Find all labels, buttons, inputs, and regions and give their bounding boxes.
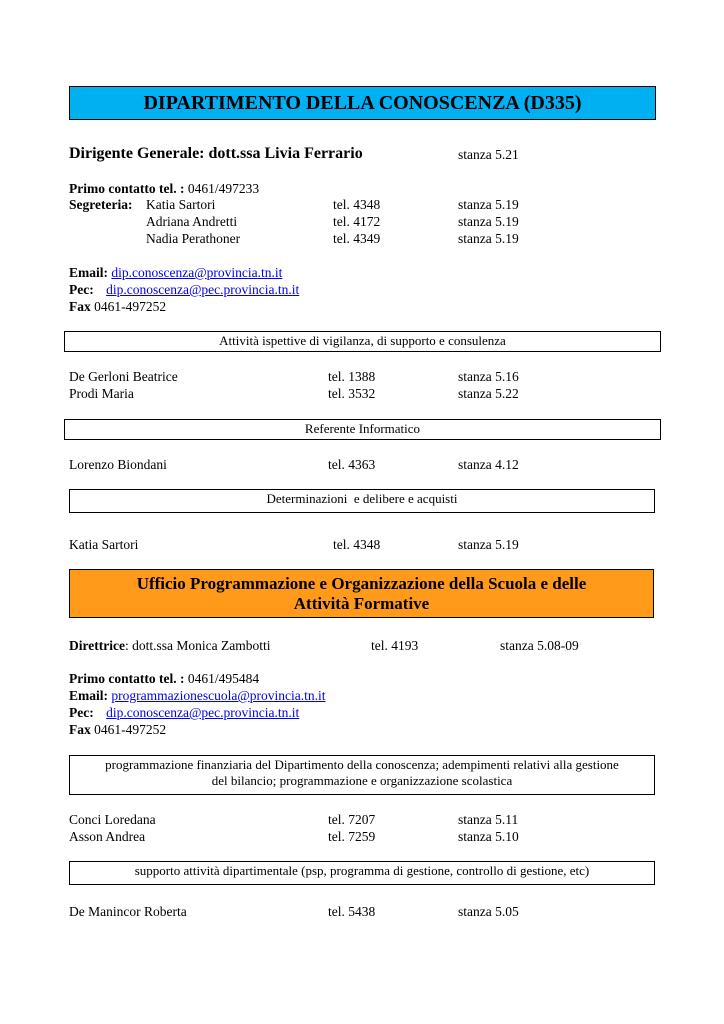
pec-row — [69, 282, 299, 298]
office-email-row — [69, 688, 326, 704]
office-email-link[interactable]: programmazionescuola@provincia.tn.it — [111, 688, 326, 703]
person-tel: tel. 7207 — [328, 812, 376, 827]
person-room: stanza 5.10 — [458, 829, 519, 844]
office-primo-contatto-row — [69, 671, 259, 687]
section-heading: Attività ispettive di vigilanza, di supporto e consulenza — [219, 333, 506, 348]
primo-contatto-label: Primo contatto tel. : — [69, 181, 185, 196]
office-director-row — [69, 638, 270, 654]
person-name: Conci Loredana — [69, 812, 156, 827]
segreteria-label: Segreteria: — [69, 197, 133, 212]
person-tel: tel. 3532 — [328, 386, 376, 401]
office-director-tel: tel. 4193 — [371, 638, 419, 653]
segreteria-tel: tel. 4172 — [333, 214, 381, 229]
section-heading-line1: programmazione finanziaria del Dipartimento della conoscenza; adempimenti relativi alla gestione — [105, 757, 619, 772]
person-room: stanza 5.05 — [458, 904, 519, 919]
segreteria-room: stanza 5.19 — [458, 214, 519, 229]
person-name: Lorenzo Biondani — [69, 457, 167, 472]
office-title-line1: Ufficio Programmazione e Organizzazione della Scuola e delle — [136, 574, 587, 593]
person-tel: tel. 4363 — [328, 457, 376, 472]
segreteria-tel: tel. 4348 — [333, 197, 381, 212]
office-director-room: stanza 5.08-09 — [500, 638, 579, 653]
person-room: stanza 5.19 — [458, 537, 519, 552]
section-heading: Determinazioni e delibere e acquisti — [266, 491, 458, 506]
person-room: stanza 5.22 — [458, 386, 519, 401]
section-heading-line2: del bilancio; programmazione e organizzazione scolastica — [211, 773, 513, 788]
office-primo-contatto-label: Primo contatto tel. : — [69, 671, 185, 686]
person-name: Katia Sartori — [69, 537, 139, 552]
person-name: Asson Andrea — [69, 829, 146, 844]
person-name: De Manincor Roberta — [69, 904, 187, 919]
office-title-banner — [69, 569, 654, 618]
office-pec-label: Pec: — [69, 705, 94, 720]
section-heading-box — [64, 419, 661, 440]
segreteria-room: stanza 5.19 — [458, 197, 519, 212]
segreteria-name: Adriana Andretti — [146, 214, 238, 229]
section-heading-box — [64, 331, 661, 352]
office-director-name: : dott.ssa Monica Zambotti — [124, 638, 271, 653]
office-pec-row — [69, 705, 299, 721]
segreteria-name: Katia Sartori — [146, 197, 216, 212]
office-director-label: Direttrice — [69, 638, 125, 653]
person-name: De Gerloni Beatrice — [69, 369, 178, 384]
person-room: stanza 5.16 — [458, 369, 519, 384]
fax-value: 0461-497252 — [94, 299, 167, 314]
department-title: DIPARTIMENTO DELLA CONOSCENZA (D335) — [143, 92, 582, 114]
email-label: Email: — [69, 265, 108, 280]
office-title-line2: Attività Formative — [293, 594, 430, 613]
person-tel: tel. 7259 — [328, 829, 376, 844]
person-room: stanza 4.12 — [458, 457, 519, 472]
department-title-banner — [69, 86, 656, 120]
person-tel: tel. 1388 — [328, 369, 376, 384]
fax-row — [69, 299, 166, 315]
office-email-label: Email: — [69, 688, 108, 703]
segreteria-tel: tel. 4349 — [333, 231, 381, 246]
director-general: Dirigente Generale: dott.ssa Livia Ferrario — [69, 145, 363, 162]
email-link[interactable]: dip.conoscenza@provincia.tn.it — [111, 265, 283, 280]
office-primo-contatto-value: 0461/495484 — [187, 671, 260, 686]
person-tel: tel. 5438 — [328, 904, 376, 919]
office-pec-link[interactable]: dip.conoscenza@pec.provincia.tn.it — [106, 705, 300, 720]
director-general-room: stanza 5.21 — [458, 147, 519, 162]
section-heading-box — [69, 755, 655, 795]
section-heading-box — [69, 489, 655, 513]
office-fax-row — [69, 722, 166, 738]
pec-label: Pec: — [69, 282, 94, 297]
pec-link[interactable]: dip.conoscenza@pec.provincia.tn.it — [106, 282, 300, 297]
person-tel: tel. 4348 — [333, 537, 381, 552]
segreteria-name: Nadia Perathoner — [146, 231, 241, 246]
section-heading: supporto attività dipartimentale (psp, programma di gestione, controllo di gestione, etc) — [134, 863, 590, 878]
fax-label: Fax — [69, 299, 91, 314]
section-heading-box — [69, 861, 655, 885]
segreteria-room: stanza 5.19 — [458, 231, 519, 246]
section-heading: Referente Informatico — [304, 421, 421, 436]
office-fax-value: 0461-497252 — [94, 722, 167, 737]
primo-contatto-row — [69, 181, 259, 197]
office-fax-label: Fax — [69, 722, 91, 737]
person-name: Prodi Maria — [69, 386, 134, 401]
primo-contatto-value: 0461/497233 — [187, 181, 260, 196]
person-room: stanza 5.11 — [458, 812, 519, 827]
email-row — [69, 265, 282, 281]
